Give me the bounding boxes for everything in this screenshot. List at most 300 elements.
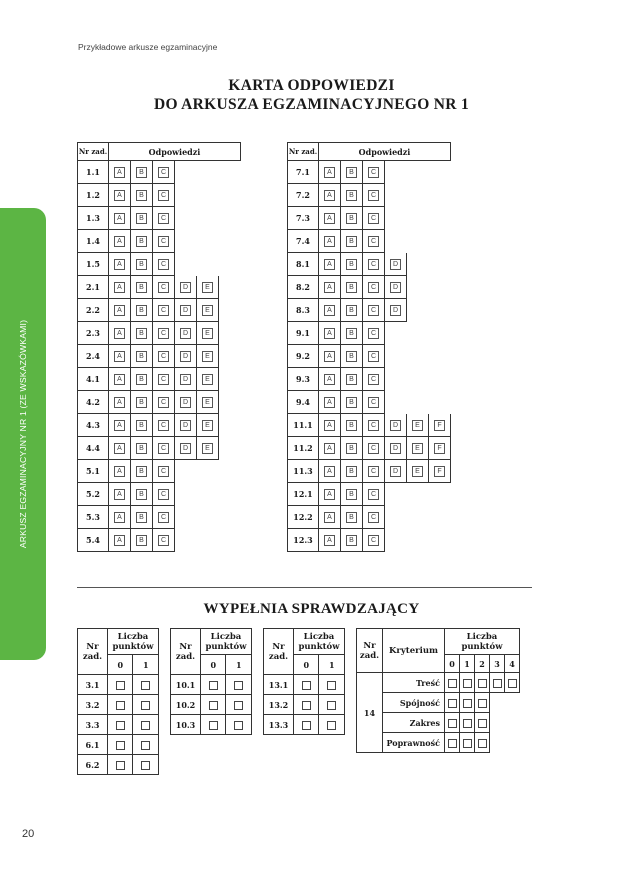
answer-option-cell	[109, 506, 131, 529]
answer-option-checkbox[interactable]: C	[158, 351, 169, 362]
answer-option-checkbox[interactable]: C	[368, 259, 379, 270]
answer-option-checkbox[interactable]: A	[114, 489, 125, 500]
task-number: 12.1	[287, 483, 319, 506]
answer-option-checkbox[interactable]: B	[136, 512, 147, 523]
empty-cell	[490, 733, 505, 753]
answer-option-checkbox[interactable]: E	[412, 466, 423, 477]
answer-option-checkbox[interactable]: D	[180, 282, 191, 293]
answer-option-checkbox[interactable]: C	[158, 213, 169, 224]
answer-option-checkbox[interactable]: A	[324, 420, 335, 431]
answer-option-checkbox[interactable]: D	[180, 374, 191, 385]
score-checkbox[interactable]	[327, 681, 336, 690]
score-checkbox[interactable]	[116, 681, 125, 690]
answer-option-checkbox[interactable]: B	[346, 213, 357, 224]
answer-option-cell	[197, 322, 219, 345]
criterion-name: Poprawność	[383, 733, 445, 753]
task-number: 11.2	[287, 437, 319, 460]
score-checkbox[interactable]	[463, 679, 472, 688]
score-checkbox[interactable]	[448, 679, 457, 688]
answer-row	[287, 230, 451, 253]
task-number: 12.3	[287, 529, 319, 552]
score-checkbox[interactable]	[478, 679, 487, 688]
answer-option-checkbox[interactable]: B	[136, 466, 147, 477]
score-checkbox[interactable]	[141, 721, 150, 730]
answer-option-checkbox[interactable]: B	[136, 397, 147, 408]
answer-option-cell	[341, 506, 363, 529]
answer-option-checkbox[interactable]: A	[324, 535, 335, 546]
answer-option-cell	[363, 368, 385, 391]
answer-option-checkbox[interactable]: A	[114, 535, 125, 546]
answer-grid-header	[287, 142, 451, 161]
answer-option-checkbox[interactable]: E	[202, 351, 213, 362]
answer-option-checkbox[interactable]: A	[324, 167, 335, 178]
answer-option-checkbox[interactable]: C	[368, 466, 379, 477]
answer-option-checkbox[interactable]: A	[324, 351, 335, 362]
score-checkbox[interactable]	[478, 739, 487, 748]
answer-option-cell	[341, 276, 363, 299]
answer-option-cell	[385, 253, 407, 276]
answer-option-checkbox[interactable]: A	[324, 282, 335, 293]
column-header-nr: Nr zad.	[287, 142, 319, 161]
answer-option-checkbox[interactable]: B	[346, 351, 357, 362]
score-checkbox[interactable]	[478, 699, 487, 708]
score-cell	[445, 673, 460, 693]
score-checkbox[interactable]	[209, 701, 218, 710]
score-cell	[133, 735, 159, 755]
answer-option-checkbox[interactable]: A	[114, 374, 125, 385]
answer-option-checkbox[interactable]: B	[136, 305, 147, 316]
task-number: 9.2	[287, 345, 319, 368]
answer-option-checkbox[interactable]: C	[368, 190, 379, 201]
answer-option-checkbox[interactable]: B	[136, 190, 147, 201]
score-row	[78, 715, 159, 735]
answer-option-checkbox[interactable]: A	[324, 259, 335, 270]
answer-option-checkbox[interactable]: E	[412, 443, 423, 454]
answer-option-checkbox[interactable]: C	[368, 282, 379, 293]
answer-option-checkbox[interactable]: F	[434, 443, 445, 454]
task-number: 2.1	[77, 276, 109, 299]
answer-option-cell	[341, 483, 363, 506]
answer-option-checkbox[interactable]: C	[368, 397, 379, 408]
answer-option-checkbox[interactable]: B	[346, 489, 357, 500]
answer-option-checkbox[interactable]: F	[434, 466, 445, 477]
answer-option-checkbox[interactable]: C	[158, 397, 169, 408]
header-nr-zad: Nr zad.	[171, 629, 201, 675]
task-number: 3.1	[78, 675, 108, 695]
answer-option-cell	[197, 368, 219, 391]
answer-option-cell	[319, 253, 341, 276]
answer-option-cell	[341, 184, 363, 207]
answer-option-checkbox[interactable]: C	[158, 489, 169, 500]
answer-option-checkbox[interactable]: A	[324, 236, 335, 247]
answer-option-checkbox[interactable]: C	[158, 443, 169, 454]
score-row	[78, 755, 159, 775]
answer-option-checkbox[interactable]: A	[114, 443, 125, 454]
score-checkbox[interactable]	[448, 739, 457, 748]
answer-option-checkbox[interactable]: D	[390, 466, 401, 477]
answer-option-checkbox[interactable]: A	[114, 328, 125, 339]
answer-option-checkbox[interactable]: C	[368, 351, 379, 362]
answer-option-cell	[429, 460, 451, 483]
answer-option-cell	[109, 460, 131, 483]
answer-option-checkbox[interactable]: D	[390, 282, 401, 293]
answer-option-cell	[319, 184, 341, 207]
answer-option-checkbox[interactable]: C	[158, 420, 169, 431]
score-cell	[445, 733, 460, 753]
answer-option-checkbox[interactable]: B	[136, 351, 147, 362]
answer-option-checkbox[interactable]: B	[346, 466, 357, 477]
answer-option-checkbox[interactable]: D	[180, 351, 191, 362]
answer-option-checkbox[interactable]: A	[114, 466, 125, 477]
answer-row	[287, 276, 451, 299]
answer-option-cell	[131, 460, 153, 483]
score-cell	[475, 673, 490, 693]
answer-option-cell	[153, 299, 175, 322]
answer-option-cell	[109, 483, 131, 506]
score-checkbox[interactable]	[116, 761, 125, 770]
score-cell	[460, 733, 475, 753]
score-checkbox[interactable]	[493, 679, 502, 688]
score-cell	[445, 693, 460, 713]
answer-row	[77, 299, 241, 322]
answer-option-checkbox[interactable]: A	[114, 213, 125, 224]
score-checkbox[interactable]	[302, 681, 311, 690]
score-checkbox[interactable]	[448, 699, 457, 708]
answer-row	[77, 345, 241, 368]
answer-option-cell	[175, 391, 197, 414]
answer-option-cell	[109, 161, 131, 184]
score-checkbox[interactable]	[141, 741, 150, 750]
task-number: 4.3	[77, 414, 109, 437]
answer-row	[77, 529, 241, 552]
answer-row	[287, 299, 451, 322]
answer-option-checkbox[interactable]: C	[158, 374, 169, 385]
score-checkbox[interactable]	[116, 741, 125, 750]
answer-option-cell	[319, 299, 341, 322]
header-nr-zad: Nr zad.	[78, 629, 108, 675]
score-cell	[460, 693, 475, 713]
task-number: 11.3	[287, 460, 319, 483]
score-checkbox[interactable]	[234, 681, 243, 690]
answer-option-cell	[131, 253, 153, 276]
answer-option-checkbox[interactable]: E	[202, 420, 213, 431]
answer-option-checkbox[interactable]: C	[368, 512, 379, 523]
answer-option-checkbox[interactable]: A	[114, 259, 125, 270]
score-checkbox[interactable]	[463, 739, 472, 748]
answer-option-cell	[131, 391, 153, 414]
answer-option-checkbox[interactable]: B	[136, 374, 147, 385]
answer-option-checkbox[interactable]: A	[114, 167, 125, 178]
task-number: 2.4	[77, 345, 109, 368]
answer-option-checkbox[interactable]: C	[158, 190, 169, 201]
answer-option-checkbox[interactable]: B	[346, 374, 357, 385]
answer-option-cell	[363, 276, 385, 299]
answer-option-cell	[175, 345, 197, 368]
answer-option-checkbox[interactable]: A	[324, 213, 335, 224]
score-checkbox[interactable]	[209, 721, 218, 730]
answer-option-checkbox[interactable]: B	[136, 328, 147, 339]
answer-option-cell	[385, 276, 407, 299]
answer-option-checkbox[interactable]: D	[390, 305, 401, 316]
answer-option-checkbox[interactable]: C	[158, 236, 169, 247]
answer-option-checkbox[interactable]: C	[158, 259, 169, 270]
answer-option-checkbox[interactable]: A	[114, 282, 125, 293]
answer-option-checkbox[interactable]: B	[136, 259, 147, 270]
score-checkbox[interactable]	[302, 721, 311, 730]
answer-option-cell	[385, 299, 407, 322]
task-number: 10.3	[171, 715, 201, 735]
task-number: 12.2	[287, 506, 319, 529]
answer-option-cell	[319, 207, 341, 230]
answer-option-cell	[153, 184, 175, 207]
answer-option-cell	[363, 506, 385, 529]
answer-option-cell	[131, 437, 153, 460]
score-checkbox[interactable]	[141, 761, 150, 770]
score-checkbox[interactable]	[448, 719, 457, 728]
answer-option-cell	[153, 529, 175, 552]
answer-option-cell	[319, 506, 341, 529]
answer-option-checkbox[interactable]: C	[158, 305, 169, 316]
answer-option-checkbox[interactable]: C	[158, 282, 169, 293]
answer-row	[287, 460, 451, 483]
answer-option-cell	[109, 207, 131, 230]
answer-grid-left	[77, 142, 241, 552]
answer-option-cell	[197, 414, 219, 437]
answer-option-checkbox[interactable]: A	[114, 397, 125, 408]
answer-option-checkbox[interactable]: B	[346, 167, 357, 178]
score-checkbox[interactable]	[302, 701, 311, 710]
answer-option-checkbox[interactable]: C	[158, 167, 169, 178]
answer-option-checkbox[interactable]: A	[114, 190, 125, 201]
answer-option-checkbox[interactable]: C	[368, 420, 379, 431]
answer-option-checkbox[interactable]: A	[114, 420, 125, 431]
answer-option-checkbox[interactable]: A	[324, 305, 335, 316]
answer-option-cell	[131, 207, 153, 230]
answer-option-checkbox[interactable]: C	[368, 328, 379, 339]
answer-option-checkbox[interactable]: E	[202, 305, 213, 316]
answer-option-cell	[341, 299, 363, 322]
answer-option-checkbox[interactable]: E	[202, 397, 213, 408]
answer-option-checkbox[interactable]: A	[324, 397, 335, 408]
task-number: 5.1	[77, 460, 109, 483]
answer-option-checkbox[interactable]: E	[202, 443, 213, 454]
answer-option-checkbox[interactable]: C	[368, 443, 379, 454]
score-checkbox[interactable]	[141, 701, 150, 710]
answer-option-checkbox[interactable]: C	[368, 489, 379, 500]
answer-option-checkbox[interactable]: A	[114, 351, 125, 362]
score-checkbox[interactable]	[478, 719, 487, 728]
answer-option-cell	[319, 230, 341, 253]
answer-option-cell	[131, 322, 153, 345]
answer-option-cell	[319, 391, 341, 414]
answer-option-checkbox[interactable]: D	[180, 397, 191, 408]
answer-option-checkbox[interactable]: A	[324, 466, 335, 477]
answer-row	[77, 506, 241, 529]
score-checkbox[interactable]	[209, 681, 218, 690]
answer-option-cell	[131, 276, 153, 299]
answer-option-checkbox[interactable]: B	[136, 236, 147, 247]
score-cell	[475, 693, 490, 713]
answer-option-checkbox[interactable]: D	[180, 328, 191, 339]
score-row	[264, 695, 345, 715]
answer-option-checkbox[interactable]: C	[368, 535, 379, 546]
answer-row	[77, 230, 241, 253]
answer-row	[77, 391, 241, 414]
answer-option-checkbox[interactable]: B	[346, 305, 357, 316]
answer-option-checkbox[interactable]: E	[202, 328, 213, 339]
answer-option-cell	[153, 161, 175, 184]
answer-option-cell	[153, 253, 175, 276]
answer-option-checkbox[interactable]: D	[390, 420, 401, 431]
task-number: 5.4	[77, 529, 109, 552]
page-number: 20	[22, 828, 35, 840]
answer-option-checkbox[interactable]: B	[346, 397, 357, 408]
answer-option-checkbox[interactable]: B	[346, 420, 357, 431]
answer-option-checkbox[interactable]: C	[158, 535, 169, 546]
answer-option-checkbox[interactable]: C	[368, 236, 379, 247]
criterion-name: Treść	[383, 673, 445, 693]
score-checkbox[interactable]	[234, 721, 243, 730]
page-title-line-2: DO ARKUSZA EGZAMINACYJNEGO NR 1	[153, 96, 470, 113]
answer-option-checkbox[interactable]: B	[346, 282, 357, 293]
answer-option-cell	[319, 276, 341, 299]
answer-option-checkbox[interactable]: A	[324, 374, 335, 385]
answer-option-checkbox[interactable]: B	[346, 512, 357, 523]
answer-option-checkbox[interactable]: F	[434, 420, 445, 431]
score-cell	[201, 715, 226, 735]
score-cell	[294, 675, 319, 695]
answer-option-checkbox[interactable]: E	[412, 420, 423, 431]
answer-option-cell	[153, 483, 175, 506]
score-checkbox[interactable]	[116, 701, 125, 710]
answer-option-checkbox[interactable]: B	[136, 167, 147, 178]
score-checkbox[interactable]	[141, 681, 150, 690]
answer-option-cell	[385, 437, 407, 460]
answer-option-cell	[363, 437, 385, 460]
score-cell	[319, 675, 345, 695]
answer-option-checkbox[interactable]: E	[202, 374, 213, 385]
answer-option-checkbox[interactable]: C	[158, 512, 169, 523]
answer-option-checkbox[interactable]: D	[390, 259, 401, 270]
answer-option-cell	[109, 322, 131, 345]
answer-option-cell	[341, 529, 363, 552]
answer-option-checkbox[interactable]: A	[324, 443, 335, 454]
answer-option-cell	[319, 161, 341, 184]
score-checkbox[interactable]	[234, 701, 243, 710]
header-points-1: 1	[460, 655, 475, 673]
answer-option-cell	[363, 161, 385, 184]
answer-option-cell	[197, 276, 219, 299]
score-checkbox[interactable]	[116, 721, 125, 730]
answer-option-checkbox[interactable]: B	[346, 535, 357, 546]
answer-option-checkbox[interactable]: B	[136, 282, 147, 293]
score-checkbox[interactable]	[327, 721, 336, 730]
task-number: 5.2	[77, 483, 109, 506]
answer-option-checkbox[interactable]: B	[346, 259, 357, 270]
answer-option-checkbox[interactable]: D	[390, 443, 401, 454]
answer-option-checkbox[interactable]: A	[114, 236, 125, 247]
answer-option-checkbox[interactable]: B	[346, 328, 357, 339]
answer-option-checkbox[interactable]: D	[180, 443, 191, 454]
answer-option-checkbox[interactable]: C	[368, 374, 379, 385]
answer-option-checkbox[interactable]: C	[158, 328, 169, 339]
answer-option-cell	[153, 276, 175, 299]
criteria-header-row	[357, 629, 520, 655]
answer-row	[287, 391, 451, 414]
answer-option-cell	[341, 161, 363, 184]
answer-row	[77, 414, 241, 437]
task-number: 6.1	[78, 735, 108, 755]
column-header-answers: Odpowiedzi	[319, 142, 451, 161]
header-liczba-punktow: Liczba punktów	[294, 629, 345, 655]
header-points-0: 0	[294, 655, 319, 675]
answer-option-checkbox[interactable]: B	[136, 443, 147, 454]
answer-option-checkbox[interactable]: C	[368, 167, 379, 178]
answer-option-checkbox[interactable]: C	[158, 466, 169, 477]
answer-option-checkbox[interactable]: B	[136, 489, 147, 500]
answer-option-checkbox[interactable]: B	[346, 443, 357, 454]
task-number: 3.3	[78, 715, 108, 735]
answer-row	[287, 253, 451, 276]
score-cell	[133, 715, 159, 735]
answer-option-checkbox[interactable]: A	[324, 512, 335, 523]
answer-option-checkbox[interactable]: B	[136, 535, 147, 546]
answer-option-cell	[153, 207, 175, 230]
task-number: 10.1	[171, 675, 201, 695]
answer-option-checkbox[interactable]: B	[136, 420, 147, 431]
score-cell	[475, 733, 490, 753]
task-number: 8.2	[287, 276, 319, 299]
score-checkbox[interactable]	[508, 679, 517, 688]
answer-option-checkbox[interactable]: A	[324, 190, 335, 201]
answer-option-cell	[153, 391, 175, 414]
score-checkbox[interactable]	[463, 719, 472, 728]
answer-option-checkbox[interactable]: B	[136, 213, 147, 224]
empty-cell	[505, 693, 520, 713]
answer-option-checkbox[interactable]: C	[368, 305, 379, 316]
answer-row	[77, 460, 241, 483]
answer-option-cell	[197, 391, 219, 414]
answer-option-checkbox[interactable]: D	[180, 420, 191, 431]
answer-row	[77, 253, 241, 276]
answer-option-checkbox[interactable]: B	[346, 190, 357, 201]
answer-option-checkbox[interactable]: D	[180, 305, 191, 316]
score-checkbox[interactable]	[327, 701, 336, 710]
answer-option-checkbox[interactable]: E	[202, 282, 213, 293]
answer-option-cell	[319, 460, 341, 483]
answer-option-checkbox[interactable]: A	[114, 512, 125, 523]
answer-option-cell	[363, 184, 385, 207]
answer-option-checkbox[interactable]: A	[324, 489, 335, 500]
task-number: 14	[357, 673, 383, 753]
answer-option-checkbox[interactable]: B	[346, 236, 357, 247]
score-cell	[226, 695, 252, 715]
task-number: 7.4	[287, 230, 319, 253]
answer-option-checkbox[interactable]: A	[114, 305, 125, 316]
score-table	[170, 628, 252, 735]
answer-row	[77, 184, 241, 207]
score-header-row	[171, 629, 252, 655]
answer-option-checkbox[interactable]: C	[368, 213, 379, 224]
answer-option-cell	[109, 529, 131, 552]
score-cell	[108, 675, 133, 695]
header-points-2: 2	[475, 655, 490, 673]
answer-option-cell	[341, 230, 363, 253]
empty-cell	[490, 713, 505, 733]
answer-option-checkbox[interactable]: A	[324, 328, 335, 339]
score-checkbox[interactable]	[463, 699, 472, 708]
task-number: 1.5	[77, 253, 109, 276]
